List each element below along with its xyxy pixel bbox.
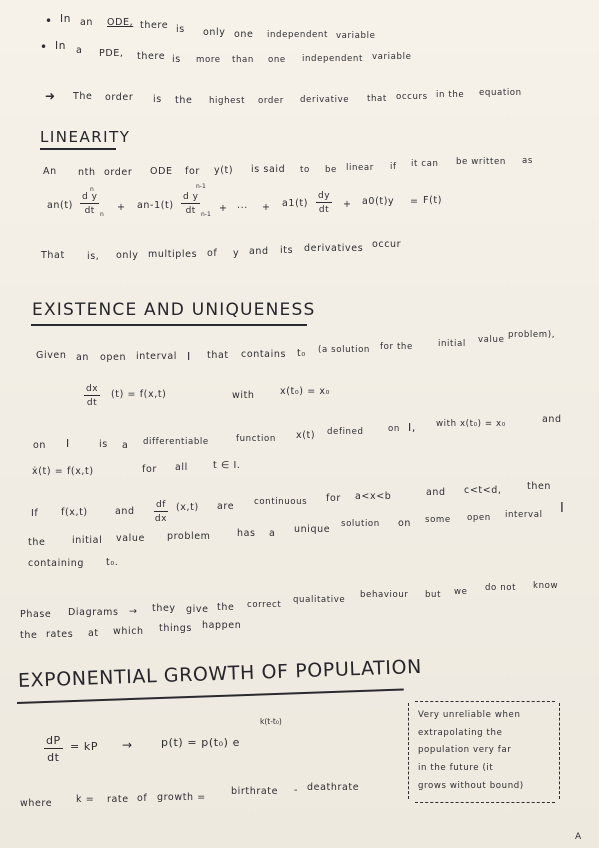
intro-word: there xyxy=(140,20,169,31)
note-box-bottom xyxy=(415,802,555,803)
growth-word: where xyxy=(20,798,53,809)
intro-word: derivative xyxy=(300,95,350,105)
intro-word: occurs xyxy=(396,92,428,102)
intro-word: one xyxy=(234,29,254,40)
section-heading-growth: EXPONENTIAL GROWTH OF POPULATION xyxy=(17,655,423,692)
intro-word: that xyxy=(367,94,387,104)
eq-sup: n xyxy=(90,186,94,193)
eq-term: + xyxy=(117,202,126,213)
intro-word: order xyxy=(258,96,284,106)
existence-word: are xyxy=(217,501,235,512)
linearity-word: is said xyxy=(251,164,286,175)
existence-word: I xyxy=(560,501,565,516)
existence-word: things xyxy=(159,623,192,634)
ivp-term: (t) = f(x,t) xyxy=(111,389,167,400)
note-line: grows without bound) xyxy=(418,781,524,791)
existence-word: for xyxy=(142,464,157,475)
linearity-word: is, xyxy=(87,251,100,262)
intro-word: there xyxy=(137,51,166,62)
linearity-word: only xyxy=(116,250,139,261)
intro-word: order xyxy=(105,92,134,103)
intro-word: than xyxy=(232,55,254,65)
existence-word: on xyxy=(388,424,400,434)
existence-word: a xyxy=(269,528,276,539)
growth-eq: p(t) = p(t₀) e xyxy=(161,736,241,749)
existence-word: t ∈ I. xyxy=(213,460,241,471)
existence-word: value xyxy=(478,335,505,345)
linearity-word: multiples xyxy=(148,249,198,260)
existence-word: behaviour xyxy=(360,590,409,600)
intro-word: is xyxy=(176,24,185,35)
existence-word: continuous xyxy=(254,497,308,507)
bullet: • xyxy=(45,14,53,28)
existence-word: I, xyxy=(408,421,416,434)
linearity-word: if xyxy=(390,162,397,172)
intro-word: PDE, xyxy=(99,48,124,59)
existence-word: f(x,t) xyxy=(61,507,88,518)
ivp-term: with xyxy=(232,390,255,401)
linearity-word: y(t) xyxy=(214,165,234,176)
existence-word: problem xyxy=(167,531,211,542)
linearity-word: to xyxy=(300,165,310,175)
existence-word: initial xyxy=(72,535,103,546)
eq-term: + xyxy=(343,199,352,210)
eq-term: F(t) xyxy=(423,195,443,206)
existence-word: Diagrams xyxy=(68,607,119,618)
existence-word: all xyxy=(175,462,188,473)
existence-word: differentiable xyxy=(143,437,209,447)
existence-word: ẋ(t) = f(x,t) xyxy=(32,466,94,477)
intro-word: an xyxy=(80,17,94,28)
existence-word: qualitative xyxy=(293,595,346,605)
intro-word: the xyxy=(175,95,193,106)
linearity-word: nth xyxy=(78,167,96,178)
linearity-word: it can xyxy=(411,159,439,169)
eq-sup: n xyxy=(100,211,104,218)
df-dx-fraction: $\frac{df}{dx}$ xyxy=(154,500,167,524)
page-mark: A xyxy=(575,832,582,842)
existence-word: and xyxy=(115,506,135,517)
existence-word: the xyxy=(28,537,46,548)
existence-word: rates xyxy=(46,629,74,640)
existence-word: value xyxy=(116,533,145,544)
existence-word: interval xyxy=(505,510,543,520)
eq-fraction: $\frac{dy}{dt}$ xyxy=(318,191,331,215)
bullet: • xyxy=(40,40,48,54)
existence-word: correct xyxy=(247,600,282,610)
existence-word: function xyxy=(236,434,276,444)
heading-underline xyxy=(17,688,404,703)
existence-word: initial xyxy=(438,339,466,349)
eq-fraction: $\frac{\text{d y}}{dt}$ xyxy=(183,192,199,216)
note-box-top xyxy=(415,701,555,702)
existence-word: they xyxy=(152,603,176,614)
intro-word: a xyxy=(76,45,83,56)
existence-word: has xyxy=(237,528,256,539)
existence-word: solution xyxy=(341,519,380,529)
existence-word: on xyxy=(398,518,412,529)
existence-word: problem), xyxy=(508,330,556,340)
existence-word: contains xyxy=(241,349,287,360)
intro-word: In xyxy=(55,40,66,52)
eq-term: = xyxy=(410,196,419,207)
intro-word: In xyxy=(60,13,71,25)
heading-underline xyxy=(31,324,307,326)
intro-word: highest xyxy=(209,96,246,106)
linearity-word: for xyxy=(185,166,200,177)
linearity-word: as xyxy=(522,156,533,166)
eq-term: a1(t) xyxy=(282,198,309,209)
existence-word: t₀. xyxy=(106,557,119,568)
existence-word: unique xyxy=(294,524,331,535)
linearity-word: occur xyxy=(372,239,402,250)
existence-word: which xyxy=(113,626,144,637)
existence-word: but xyxy=(425,590,442,600)
intro-word: in the xyxy=(436,90,465,100)
existence-word: I xyxy=(66,437,70,450)
note-line: population very far xyxy=(418,745,512,755)
intro-word: one xyxy=(268,55,286,65)
growth-word: growth = xyxy=(157,792,206,803)
existence-word: x(t) xyxy=(296,430,316,441)
existence-word: c<t<d, xyxy=(464,485,502,496)
existence-word: I xyxy=(187,350,191,363)
linearity-word: y xyxy=(233,248,240,259)
intro-word: is xyxy=(153,94,162,105)
intro-word: equation xyxy=(479,88,522,98)
growth-word: birthrate xyxy=(231,786,279,797)
arrow-icon: → xyxy=(129,606,138,617)
ivp-fraction: $\frac{dx}{dt}$ xyxy=(86,384,99,408)
growth-eq: = kP xyxy=(70,740,99,753)
linearity-word: and xyxy=(249,246,269,257)
eq-fraction: $\frac{\text{d y}}{dt}$ xyxy=(82,192,98,216)
existence-word: and xyxy=(426,487,446,498)
eq-term: + xyxy=(219,203,228,214)
intro-word: variable xyxy=(336,31,376,41)
intro-word: independent xyxy=(267,30,328,40)
intro-word: independent xyxy=(302,54,363,64)
intro-word: ODE, xyxy=(107,17,134,28)
existence-word: containing xyxy=(28,558,84,569)
existence-word: and xyxy=(542,414,562,425)
existence-word: at xyxy=(88,628,99,639)
existence-word: we xyxy=(454,587,468,597)
existence-word: Given xyxy=(36,350,67,361)
intro-word: variable xyxy=(372,52,412,62)
eq-term: a0(t)y xyxy=(362,196,395,207)
existence-word: open xyxy=(467,513,491,523)
linearity-word: linear xyxy=(346,163,374,173)
linearity-word: of xyxy=(207,248,218,259)
intro-word: only xyxy=(203,27,226,38)
note-line: in the future (it xyxy=(418,763,494,773)
existence-word: the xyxy=(217,602,235,613)
existence-word: happen xyxy=(202,620,242,631)
growth-word: k = xyxy=(76,794,95,805)
arrow-icon: → xyxy=(122,738,133,752)
ivp-term: x(t₀) = x₀ xyxy=(280,386,330,397)
intro-word: is xyxy=(172,54,181,65)
linearity-word: ODE xyxy=(150,166,173,177)
eq-sup: n-1 xyxy=(201,211,211,218)
existence-word: t₀ xyxy=(297,348,306,359)
linearity-word: its xyxy=(280,245,294,256)
existence-word: a<x<b xyxy=(355,491,392,502)
eq-term: an-1(t) xyxy=(137,200,174,211)
linearity-word: order xyxy=(104,167,133,178)
linearity-word: derivatives xyxy=(304,243,364,254)
existence-word: is xyxy=(99,439,108,450)
linearity-word: be xyxy=(325,165,337,175)
section-heading-linearity: LINEARITY xyxy=(40,128,131,146)
existence-word: (x,t) xyxy=(176,502,199,513)
existence-word: for xyxy=(326,493,341,504)
existence-word: a xyxy=(122,440,129,451)
existence-word: know xyxy=(533,581,559,591)
arrow-icon: ➜ xyxy=(45,89,56,103)
existence-word: the xyxy=(20,630,38,641)
eq-sup: n-1 xyxy=(196,183,206,190)
eq-term: + xyxy=(262,202,271,213)
note-line: Very unreliable when xyxy=(418,710,521,720)
growth-word: rate xyxy=(107,794,129,805)
existence-word: Phase xyxy=(20,609,52,620)
linearity-word: be written xyxy=(456,157,506,167)
heading-underline xyxy=(40,148,116,150)
existence-word: that xyxy=(207,350,229,361)
existence-word: an xyxy=(76,352,90,363)
existence-word: interval xyxy=(136,351,178,362)
note-line: extrapolating the xyxy=(418,728,503,738)
existence-word: for the xyxy=(380,342,413,352)
existence-word: then xyxy=(527,481,552,492)
existence-word: (a solution xyxy=(318,345,370,355)
existence-word: do not xyxy=(485,583,517,593)
intro-word: more xyxy=(196,55,221,65)
existence-word: If xyxy=(31,508,39,519)
existence-word: give xyxy=(186,604,209,615)
eq-term: ... xyxy=(237,200,248,211)
existence-word: with x(t₀) = x₀ xyxy=(436,419,506,429)
linearity-word: That xyxy=(41,250,65,261)
section-heading-existence: EXISTENCE AND UNIQUENESS xyxy=(32,300,316,320)
growth-word: deathrate xyxy=(307,782,360,793)
growth-word: - xyxy=(294,785,299,796)
intro-word: The xyxy=(73,91,93,102)
eq-term: an(t) xyxy=(47,200,73,211)
eq-sup: k(t-t₀) xyxy=(260,717,282,726)
existence-word: open xyxy=(100,352,127,363)
growth-word: of xyxy=(137,793,148,804)
linearity-word: An xyxy=(43,166,57,177)
existence-word: defined xyxy=(327,427,364,437)
dp-dt-fraction: $\frac{dP}{dt}$ xyxy=(46,734,61,764)
existence-word: some xyxy=(425,515,451,525)
existence-word: on xyxy=(33,440,47,451)
